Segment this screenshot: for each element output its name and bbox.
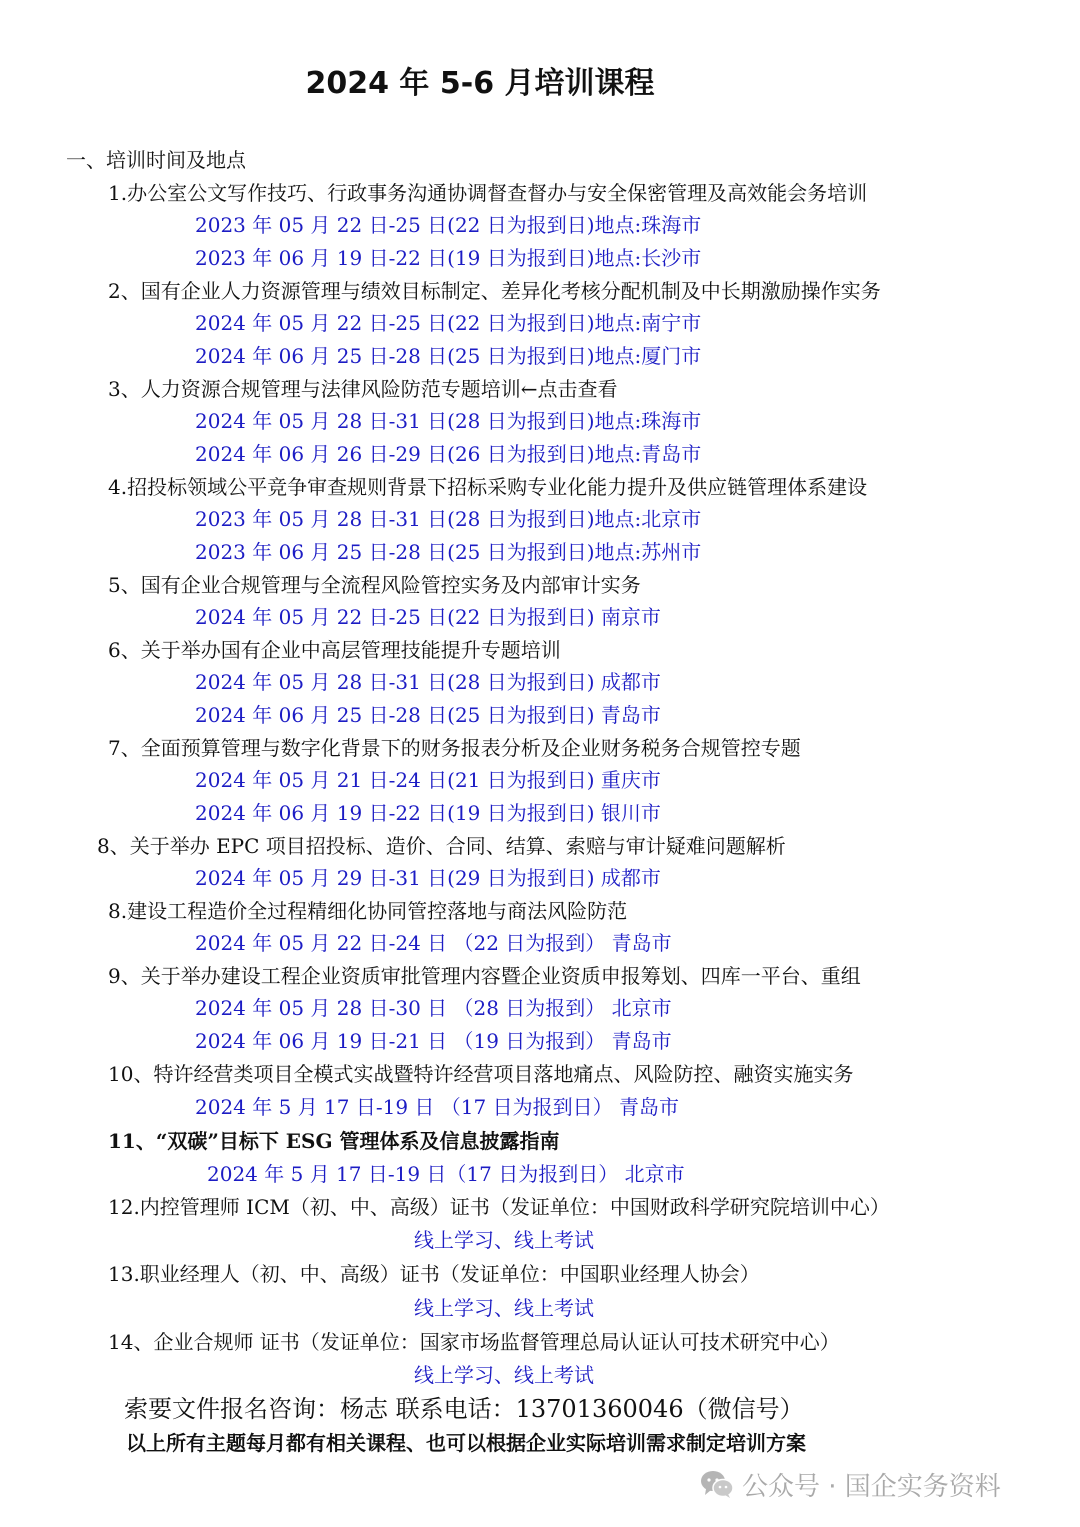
course-title-link[interactable]: 3、人力资源合规管理与法律风险防范专题培训←点击查看 (108, 377, 618, 401)
course-date-line: 2024 年 05 月 28 日-31 日(28 日为报到日)地点:珠海市 (195, 409, 702, 433)
course-title-line: 5、国有企业合规管理与全流程风险管控实务及内部审计实务 (108, 573, 641, 597)
course-date-line: 2024 年 05 月 22 日-24 日 （22 日为报到） 青岛市 (195, 931, 672, 955)
course-date-line: 2024 年 06 月 19 日-22 日(19 日为报到日) 银川市 (195, 801, 661, 825)
course-date-line: 2024 年 05 月 22 日-25 日(22 日为报到日) 南京市 (195, 605, 661, 629)
course-date-line: 2023 年 05 月 22 日-25 日(22 日为报到日)地点:珠海市 (195, 213, 702, 237)
course-date-line: 2024 年 5 月 17 日-19 日（17 日为报到日） 北京市 (207, 1162, 685, 1186)
course-title-line: 1.办公室公文写作技巧、行政事务沟通协调督查督办与安全保密管理及高效能会务培训 (108, 181, 868, 205)
course-date-line: 2024 年 5 月 17 日-19 日 （17 日为报到日） 青岛市 (195, 1095, 679, 1119)
course-date-line: 2024 年 05 月 21 日-24 日(21 日为报到日) 重庆市 (195, 768, 661, 792)
course-title-line: 14、企业合规师 证书（发证单位：国家市场监督管理总局认证认可技术研究中心） (108, 1330, 840, 1354)
course-date-line: 2023 年 05 月 28 日-31 日(28 日为报到日)地点:北京市 (195, 507, 702, 531)
course-date-line: 2024 年 05 月 22 日-25 日(22 日为报到日)地点:南宁市 (195, 311, 702, 335)
contact-info: 索要文件报名咨询：杨志 联系电话：13701360046（微信号） (124, 1395, 804, 1423)
watermark (700, 1462, 1001, 1506)
course-title-line: 4.招投标领域公平竞争审查规则背景下招标采购专业化能力提升及供应链管理体系建设 (108, 475, 868, 499)
course-title-line: 12.内控管理师 ICM（初、中、高级）证书（发证单位：中国财政科学研究院培训中心） (108, 1195, 890, 1219)
course-title-line: 8、关于举办 EPC 项目招投标、造价、合同、结算、索赔与审计疑难问题解析 (97, 834, 786, 858)
course-date-line: 2024 年 05 月 28 日-30 日 （28 日为报到） 北京市 (195, 996, 672, 1020)
course-title-line: 7、全面预算管理与数字化背景下的财务报表分析及企业财务税务合规管控专题 (108, 736, 801, 760)
wechat-icon (700, 1469, 734, 1499)
course-mode-line: 线上学习、线上考试 (414, 1228, 594, 1252)
footer-note: 以上所有主题每月都有相关课程、也可以根据企业实际培训需求制定培训方案 (126, 1431, 806, 1455)
course-date-line: 2024 年 06 月 19 日-21 日 （19 日为报到） 青岛市 (195, 1029, 672, 1053)
course-date-line: 2024 年 05 月 29 日-31 日(29 日为报到日) 成都市 (195, 866, 661, 890)
course-title-line: 13.职业经理人（初、中、高级）证书（发证单位：中国职业经理人协会） (108, 1262, 760, 1286)
course-date-line: 2024 年 06 月 25 日-28 日(25 日为报到日)地点:厦门市 (195, 344, 702, 368)
watermark-text: 公众号 · 国企实务资料 (742, 1471, 1001, 1502)
course-date-line: 2023 年 06 月 25 日-28 日(25 日为报到日)地点:苏州市 (195, 540, 702, 564)
course-date-line: 2024 年 06 月 26 日-29 日(26 日为报到日)地点:青岛市 (195, 442, 702, 466)
course-mode-line: 线上学习、线上考试 (414, 1363, 594, 1387)
course-title-line: 9、关于举办建设工程企业资质审批管理内容暨企业资质申报筹划、四库一平台、重组 (108, 964, 861, 988)
course-title-line: 6、关于举办国有企业中高层管理技能提升专题培训 (108, 638, 561, 662)
course-title-line: 8.建设工程造价全过程精细化协同管控落地与商法风险防范 (108, 899, 628, 923)
section-heading: 一、培训时间及地点 (66, 148, 246, 172)
course-date-line: 2023 年 06 月 19 日-22 日(19 日为报到日)地点:长沙市 (195, 246, 702, 270)
course-title-line: 11、“双碳”目标下 ESG 管理体系及信息披露指南 (108, 1129, 560, 1153)
course-mode-line: 线上学习、线上考试 (414, 1296, 594, 1320)
course-date-line: 2024 年 06 月 25 日-28 日(25 日为报到日) 青岛市 (195, 703, 661, 727)
course-title-line: 10、特许经营类项目全模式实战暨特许经营项目落地痛点、风险防控、融资实施实务 (108, 1062, 854, 1086)
course-date-line: 2024 年 05 月 28 日-31 日(28 日为报到日) 成都市 (195, 670, 661, 694)
course-title-line: 2、国有企业人力资源管理与绩效目标制定、差异化考核分配机制及中长期激励操作实务 (108, 279, 881, 303)
page-title: 2024 年 5-6 月培训课程 (305, 66, 655, 101)
